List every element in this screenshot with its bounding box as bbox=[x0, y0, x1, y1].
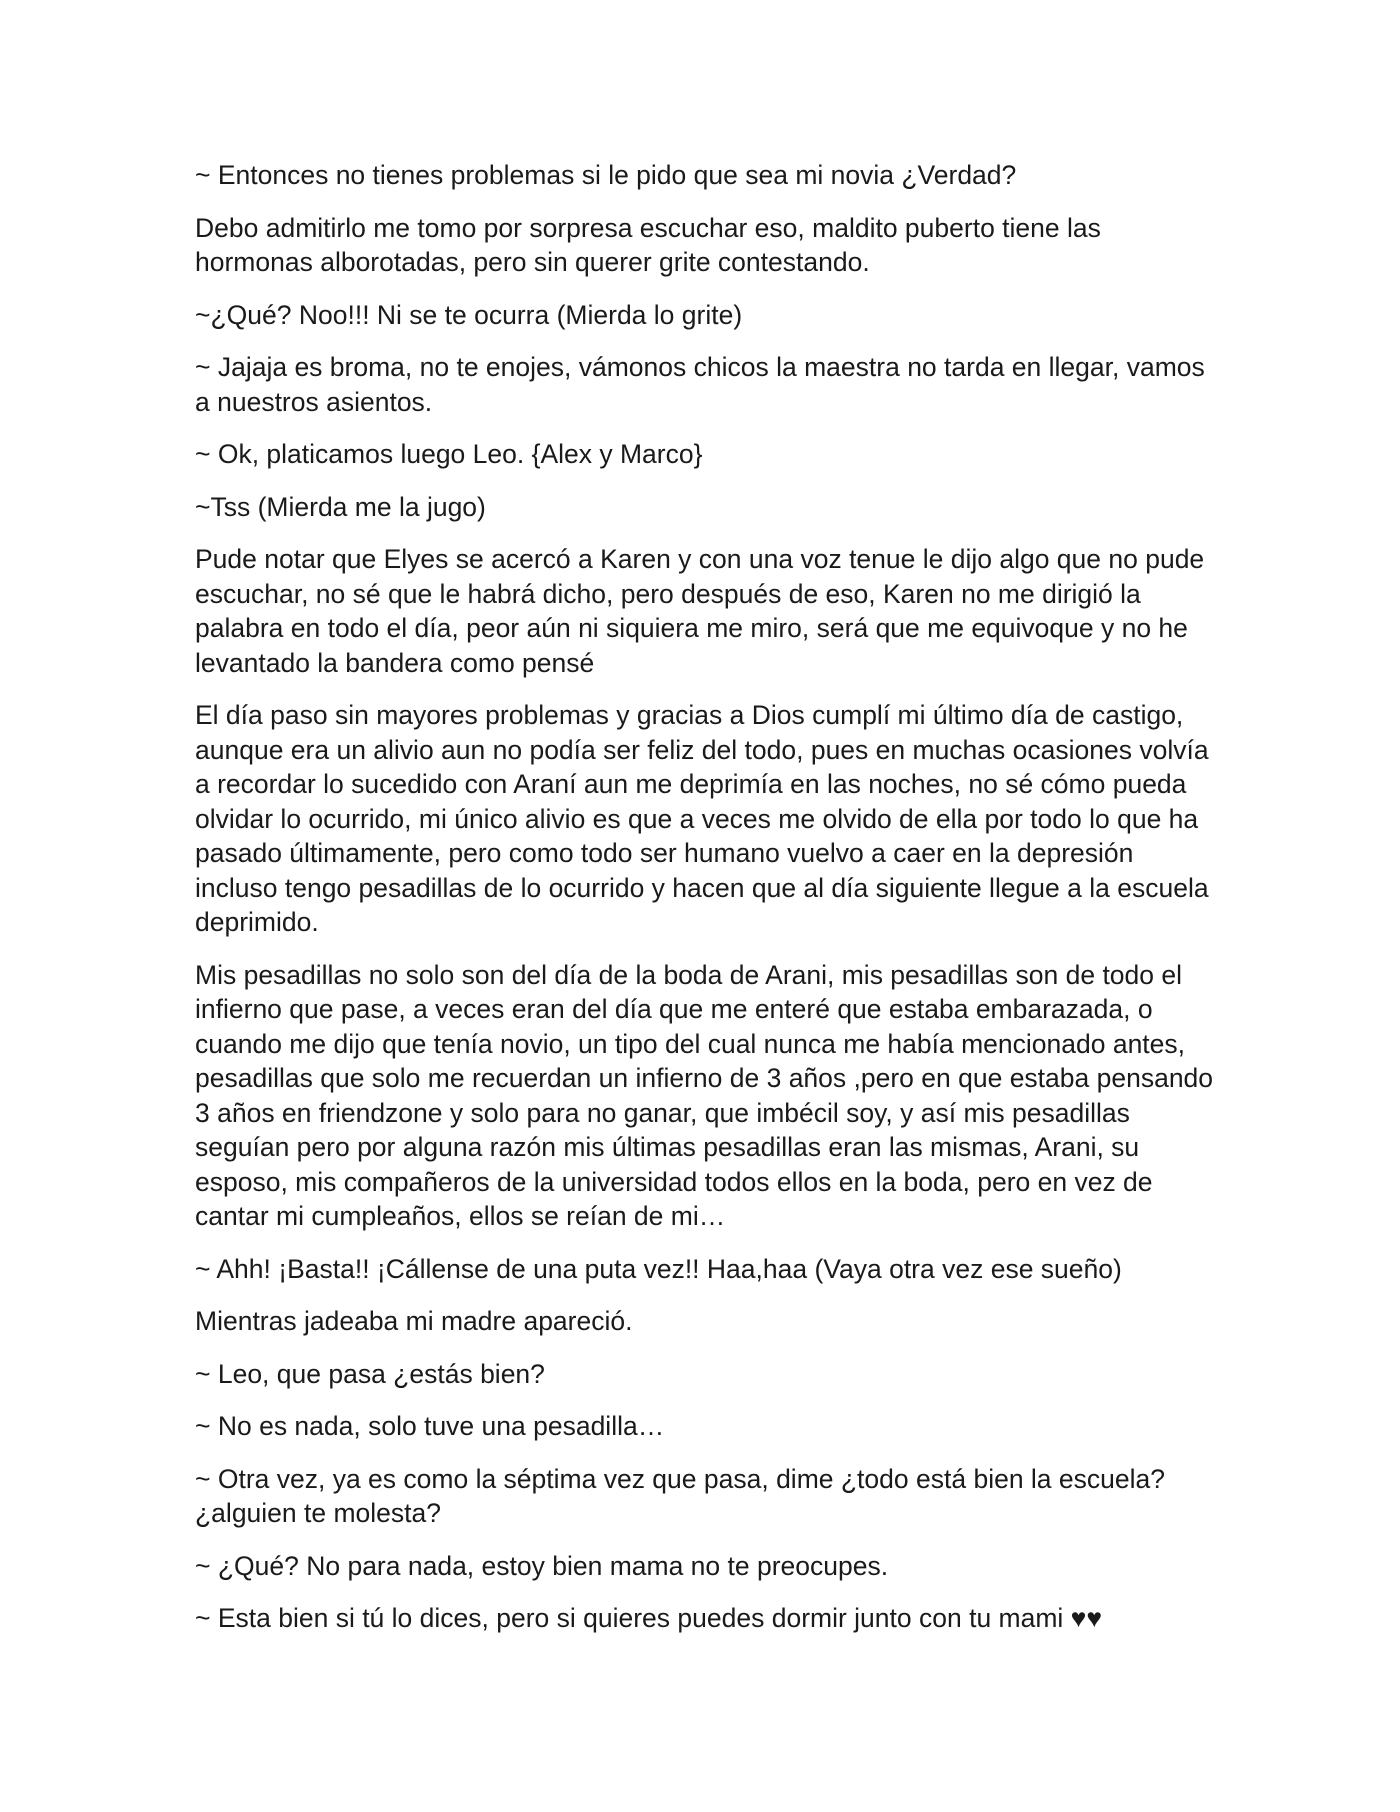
dialogue-line: ~ Esta bien si tú lo dices, pero si quieres puedes dormir junto con tu mami ♥♥ bbox=[195, 1603, 1103, 1633]
document-body bbox=[195, 158, 1215, 1654]
narration-paragraph: Debo admitirlo me tomo por sorpresa escuchar eso, maldito puberto tiene las hormonas alborotadas, pero sin querer grite contestando. bbox=[195, 212, 1101, 277]
dialogue-line: ~ Leo, que pasa ¿estás bien? bbox=[195, 1358, 545, 1389]
dialogue-line: ~ Ahh! ¡Basta!! ¡Cállense de una puta vez!! Haa,haa (Vaya otra vez ese sueño) bbox=[195, 1253, 1122, 1284]
dialogue-line: ~Tss (Mierda me la jugo) bbox=[195, 491, 486, 522]
dialogue-line: ~ Ok, platicamos luego Leo. {Alex y Marco} bbox=[195, 439, 703, 469]
narration-paragraph: Mientras jadeaba mi madre apareció. bbox=[195, 1306, 633, 1336]
dialogue-line: ~¿Qué? Noo!!! Ni se te ocurra (Mierda lo grite) bbox=[195, 299, 743, 330]
narration-paragraph: Mis pesadillas no solo son del día de la boda de Arani, mis pesadillas son de todo el infierno que pase, a veces eran del día que me enteré que estaba embarazada, o cuando me dijo que tenía novio, un tipo del cual nunca me había mencionado antes, pesadillas que solo me recuerdan un infierno de 3 años ,pero en que estaba pensando 3 años en friendzone y solo para no ganar, que imbécil soy, y así mis pesadillas seguían pero por alguna razón mis últimas pesadillas eran las mismas, Arani, su esposo, mis compañeros de la universidad todos ellos en la boda, pero en vez de cantar mi cumpleaños, ellos se reían de mi… bbox=[195, 959, 1214, 1231]
narration-paragraph: El día paso sin mayores problemas y gracias a Dios cumplí mi último día de castigo, aunque era un alivio aun no podía ser feliz del todo, pues en muchas ocasiones volvía a recordar lo sucedido con Araní aun me deprimía en las noches, no sé cómo pueda olvidar lo ocurrido, mi único alivio es que a veces me olvido de ella por todo lo que ha pasado últimamente, pero como todo ser humano vuelvo a caer en la depresión incluso tengo pesadillas de lo ocurrido y hacen que al día siguiente llegue a la escuela deprimido. bbox=[195, 700, 1209, 937]
narration-paragraph: Pude notar que Elyes se acercó a Karen y con una voz tenue le dijo algo que no pude escuchar, no sé que le habrá dicho, pero después de eso, Karen no me dirigió la palabra en todo el día, peor aún ni siquiera me miro, será que me equivoque y no he levantado la bandera como pensé bbox=[195, 544, 1205, 678]
dialogue-line: ~ ¿Qué? No para nada, estoy bien mama no te preocupes. bbox=[195, 1550, 889, 1581]
dialogue-line: ~ Entonces no tienes problemas si le pido que sea mi novia ¿Verdad? bbox=[195, 160, 1017, 190]
dialogue-line: ~ Otra vez, ya es como la séptima vez que pasa, dime ¿todo está bien la escuela? ¿alguien te molesta? bbox=[195, 1463, 1165, 1528]
dialogue-line: ~ No es nada, solo tuve una pesadilla… bbox=[195, 1411, 665, 1441]
dialogue-line: ~ Jajaja es broma, no te enojes, vámonos chicos la maestra no tarda en llegar, vamos a nuestros asientos. bbox=[195, 352, 1205, 417]
